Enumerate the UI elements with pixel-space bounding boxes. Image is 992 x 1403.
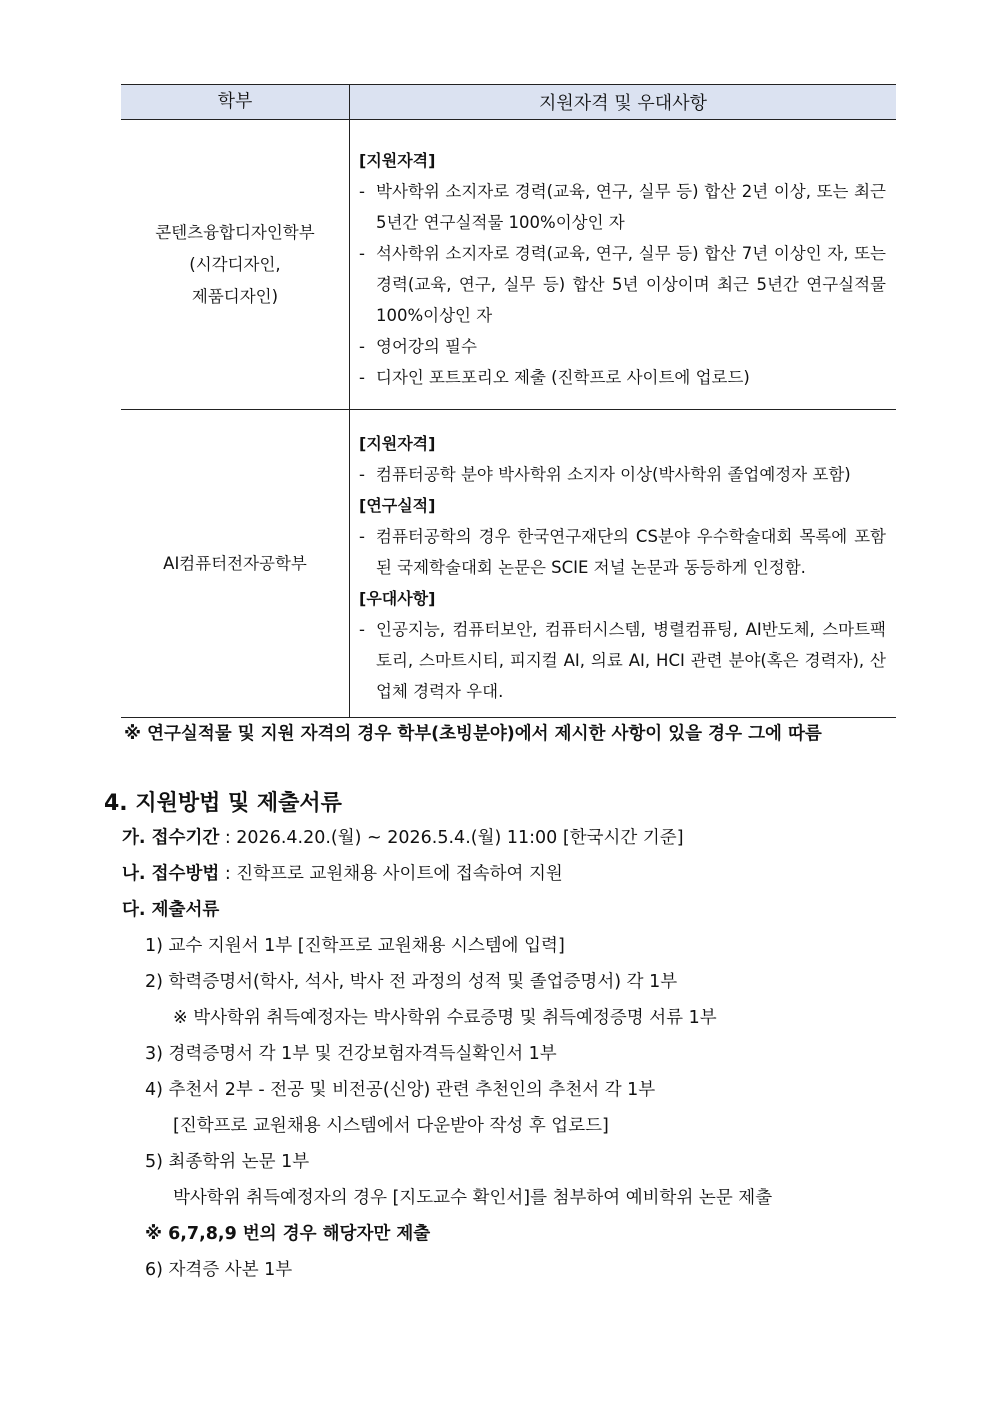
dept-name: 제품디자인) [191, 286, 279, 306]
item-label: 나. 접수방법 [122, 864, 220, 884]
qualification-cell [350, 120, 897, 410]
section-title: [지원자격] [359, 150, 436, 170]
document-item: 4) 추천서 2부 - 전공 및 비전공(신앙) 관련 추천인의 추천서 각 1부 [145, 1080, 656, 1100]
document-item: 1) 교수 지원서 1부 [진학프로 교원채용 시스템에 입력] [145, 936, 565, 956]
list-item: - 석사학위 소지자로 경력(교육, 연구, 실무 등) 합산 7년 이상인 자, 또는 경력(교육, 연구, 실무 등) 합산 5년 이상이며 최근 5년간 연구실적물 100%이상인 자 [359, 238, 886, 331]
item-text: : 진학프로 교원채용 사이트에 접속하여 지원 [219, 864, 563, 884]
application-period [122, 824, 684, 849]
document-item: 3) 경력증명서 각 1부 및 건강보험자격득실확인서 1부 [145, 1044, 557, 1064]
dept-name: AI컴퓨터전자공학부 [163, 553, 307, 573]
document-item: 2) 학력증명서(학사, 석사, 박사 전 과정의 성적 및 졸업증명서) 각 1부 [145, 972, 678, 992]
document-note: ※ 박사학위 취득예정자는 박사학위 수료증명 및 취득예정증명 서류 1부 [173, 1008, 717, 1028]
list-item: - 디자인 포트포리오 제출 (진학프로 사이트에 업로드) [359, 362, 886, 393]
section-title: [우대사항] [359, 589, 436, 608]
document-item: 6) 자격증 사본 1부 [145, 1260, 293, 1280]
dept-name: (시각디자인, [189, 254, 281, 274]
qualification-table [121, 84, 896, 718]
optional-documents-note: ※ 6,7,8,9 번의 경우 해당자만 제출 [145, 1224, 431, 1244]
document-note: 박사학위 취득예정자의 경우 [지도교수 확인서]를 첨부하여 예비학위 논문 제출 [173, 1188, 773, 1208]
document-note: [진학프로 교원채용 시스템에서 다운받아 작성 후 업로드] [173, 1116, 609, 1136]
table-row [121, 410, 896, 718]
list-item: - 박사학위 소지자로 경력(교육, 연구, 실무 등) 합산 2년 이상, 또는 최근 5년간 연구실적물 100%이상인 자 [359, 176, 886, 238]
section-title: [지원자격] [359, 434, 436, 453]
header-qualification: 지원자격 및 우대사항 [350, 85, 897, 120]
dept-name: 콘텐츠융합디자인학부 [155, 222, 315, 242]
list-item: - 컴퓨터공학 분야 박사학위 소지자 이상(박사학위 졸업예정자 포함) [359, 459, 886, 490]
list-item: - 컴퓨터공학의 경우 한국연구재단의 CS분야 우수학술대회 목록에 포함된 국제학술대회 논문은 SCIE 저널 논문과 동등하게 인정함. [359, 521, 886, 583]
table-header-row [121, 85, 896, 120]
dept-cell [121, 120, 350, 410]
section-title: [연구실적] [359, 496, 436, 515]
list-item: - 인공지능, 컴퓨터보안, 컴퓨터시스템, 병렬컴퓨팅, AI반도체, 스마트팩토리, 스마트시티, 피지컬 AI, 의료 AI, HCI 관련 분야(혹은 경력자), 산업체 경력자 우대. [359, 614, 886, 707]
documents-heading: 다. 제출서류 [122, 900, 220, 920]
item-text: : 2026.4.20.(월) ~ 2026.5.4.(월) 11:00 [한국시간 기준] [219, 828, 684, 848]
dept-cell [121, 410, 350, 718]
header-dept: 학부 [121, 85, 350, 120]
item-label: 가. 접수기간 [122, 828, 220, 848]
table-note: ※ 연구실적물 및 지원 자격의 경우 학부(초빙분야)에서 제시한 사항이 있을 경우 그에 따름 [124, 724, 822, 744]
application-method [122, 860, 563, 885]
section-heading: 4. 지원방법 및 제출서류 [104, 791, 342, 816]
qualification-cell [350, 410, 897, 718]
table-row [121, 120, 896, 410]
document-item: 5) 최종학위 논문 1부 [145, 1152, 310, 1172]
list-item: - 영어강의 필수 [359, 331, 886, 362]
